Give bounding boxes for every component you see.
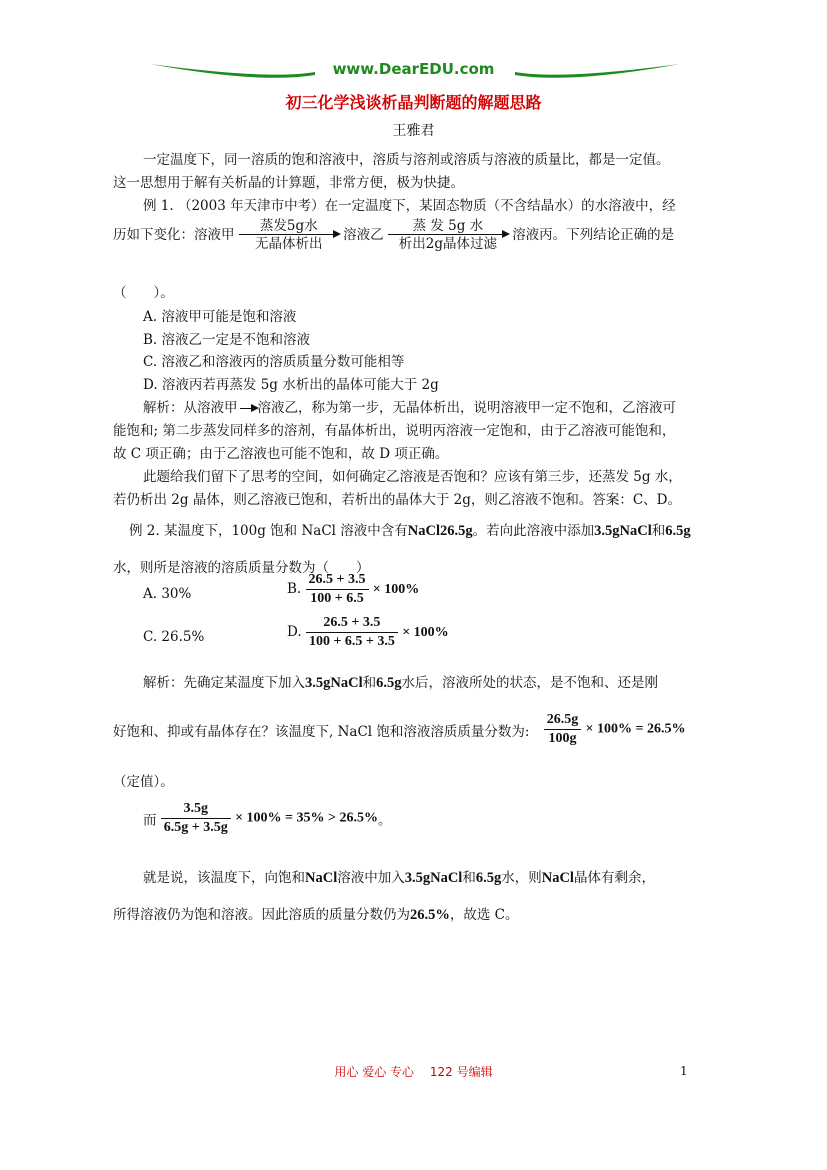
c1-nacl: NaCl — [305, 870, 338, 886]
author: 王雅君 — [392, 123, 435, 139]
example2-analysis-3: （定值）。 — [113, 774, 174, 790]
option-d-denominator: 100 + 6.5 + 3.5 — [308, 634, 395, 649]
c1-text-a: 就是说，该温度下，向饱和 — [143, 870, 305, 886]
c1-nacl-2: NaCl — [541, 870, 574, 886]
example1-paren: （ ）。 — [113, 285, 174, 301]
an1-text-e: 水后，溶液所处的状态，是不饱和、还是刚 — [401, 675, 658, 691]
an4-text: 而 — [143, 812, 157, 829]
an1-text-c: 和 — [362, 675, 377, 691]
option-b-denominator: 100 + 6.5 — [310, 591, 364, 606]
process-arrow-2 — [388, 218, 508, 253]
option-c: C. 溶液乙和溶液丙的溶质质量分数可能相等 — [143, 354, 405, 370]
intro-line-2: 这一思想用于解有关析晶的计算题，非常方便，极为快捷。 — [113, 175, 464, 191]
option-d-label: D. — [287, 624, 302, 640]
option-b: B. 溶液乙一定是不饱和溶液 — [143, 332, 311, 348]
example1-post: 溶液丙。下列结论正确的是 — [512, 227, 675, 243]
page-title: 初三化学浅谈析晶判断题的解题思路 — [285, 93, 542, 112]
an1-text-a: 解析：先确定某温度下加入 — [143, 675, 305, 691]
option-d: D. 溶液丙若再蒸发 5g 水析出的晶体可能大于 2g — [143, 377, 439, 393]
ex2-added-nacl: 3.5gNaCl — [594, 523, 652, 539]
option-a: A. 溶液甲可能是饱和溶液 — [143, 309, 297, 325]
arrow2-bottom-label: 析出2g晶体过滤 — [398, 236, 497, 252]
page-number: 1 — [680, 1064, 688, 1078]
analysis-text-a: 解析：从溶液甲 — [143, 400, 238, 416]
an4-numerator: 3.5g — [161, 801, 231, 819]
example1-think-1: 此题给我们留下了思考的空间，如何确定乙溶液是否饱和？应该有第三步，还蒸发 5g 水， — [143, 469, 682, 485]
example1-analysis-3: 故 C 项正确；由于乙溶液也可能不饱和，故 D 项正确。 — [113, 446, 449, 462]
example2-analysis-2 — [113, 712, 686, 747]
option-b-multiplier: × 100% — [372, 582, 420, 597]
footer-text: 用心 爱心 专心 122 号编辑 — [334, 1065, 493, 1079]
arrow-icon — [240, 408, 256, 409]
c2-text-a: 所得溶液仍为饱和溶液。因此溶质的质量分数仍为 — [113, 907, 410, 923]
ex2-option-b — [287, 572, 419, 607]
example1-mid: 溶液乙 — [343, 227, 384, 243]
example1-process-line — [113, 218, 674, 253]
an2-numerator: 26.5g — [544, 712, 582, 730]
c1-text-i: 晶体有剩余， — [573, 870, 655, 886]
c1-text-e: 和 — [462, 870, 476, 886]
example1-analysis-2: 能饱和; 第二步蒸发同样多的溶剂，有晶体析出，说明丙溶液一定饱和，由于乙溶液可能饱和， — [113, 423, 676, 439]
ex2-option-c: C. 26.5% — [143, 629, 205, 645]
option-b-fraction — [306, 572, 369, 607]
example2-conclusion-1 — [143, 866, 655, 887]
an1-nacl: 3.5gNaCl — [305, 675, 363, 691]
c1-water: 6.5g — [475, 870, 502, 886]
an1-water: 6.5g — [376, 675, 402, 691]
ex2-text-e: 和 — [651, 523, 666, 539]
an2-result: × 100% = 26.5% — [585, 721, 686, 737]
process-arrow-1 — [239, 218, 339, 253]
an4-fraction — [161, 801, 231, 836]
option-d-numerator: 26.5 + 3.5 — [306, 615, 398, 633]
ex2-added-water: 6.5g — [665, 523, 691, 539]
arrow2-top-label: 蒸 发 5g 水 — [412, 218, 484, 234]
example1-think-2: 若仍析出 2g 晶体，则乙溶液已饱和，若析出的晶体大于 2g，则乙溶液不饱和。答案：C、D。 — [113, 492, 681, 508]
site-url: www.DearEDU.com — [332, 60, 495, 78]
ex2-text-c: 。若向此溶液中添加 — [472, 523, 595, 539]
c1-text-g: 水，则 — [501, 870, 542, 886]
example2-line-2: 水，则所是溶液的溶质质量分数为（ ） — [113, 560, 370, 576]
an4-end: 。 — [378, 812, 392, 829]
an4-result: × 100% = 35% > 26.5% — [235, 810, 379, 826]
option-d-multiplier: × 100% — [402, 625, 449, 640]
c2-text-c: ，故选 C。 — [449, 907, 519, 923]
option-b-label: B. — [287, 581, 302, 597]
ex2-option-a: A. 30% — [143, 586, 192, 602]
c2-percent: 26.5% — [410, 907, 450, 923]
an4-denominator: 6.5g + 3.5g — [163, 820, 228, 835]
example1-line-1: 例 1. （2003 年天津市中考）在一定温度下，某固态物质（不含结晶水）的水溶液中，经 — [143, 198, 676, 214]
arrow1-top-label: 蒸发5g水 — [259, 218, 318, 234]
an2-fraction — [544, 712, 582, 747]
example1-analysis-1 — [143, 396, 676, 416]
analysis-text-b: 溶液乙，称为第一步，无晶体析出，说明溶液甲一定不饱和，乙溶液可 — [257, 400, 676, 416]
intro-line-1: 一定温度下，同一溶质的饱和溶液中，溶质与溶剂或溶质与溶液的质量比，都是一定值。 — [143, 152, 670, 168]
an2-denominator: 100g — [548, 731, 577, 746]
example2-analysis-1 — [143, 671, 658, 692]
an2-text: 好饱和、抑或有晶体存在？该温度下, NaCl 饱和溶液溶质质量分数为: — [113, 723, 530, 740]
option-b-numerator: 26.5 + 3.5 — [306, 572, 369, 590]
example2-line-1 — [129, 519, 691, 540]
c1-text-c: 溶液中加入 — [337, 870, 405, 886]
ex2-nacl-amount: NaCl26.5g — [407, 523, 473, 539]
option-d-fraction — [306, 615, 398, 650]
example1-pre: 历如下变化：溶液甲 — [113, 227, 235, 243]
ex2-option-d — [287, 615, 449, 650]
arrow1-bottom-label: 无晶体析出 — [255, 236, 323, 252]
example2-analysis-4 — [143, 801, 392, 836]
example2-conclusion-2 — [113, 903, 519, 924]
c1-added-nacl: 3.5gNaCl — [404, 870, 463, 886]
ex2-text-a: 例 2. 某温度下，100g 饱和 NaCl 溶液中含有 — [129, 523, 408, 539]
